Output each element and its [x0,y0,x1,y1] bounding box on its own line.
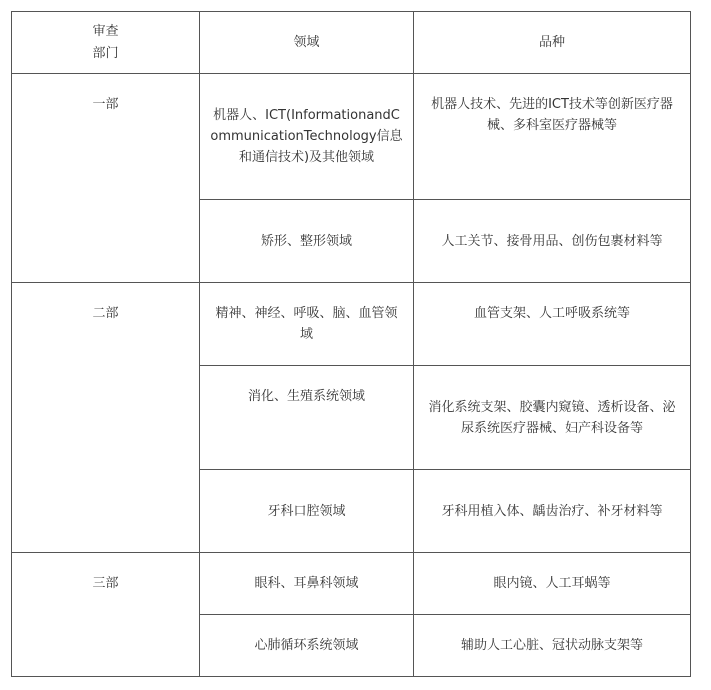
field-cell: 机器人、ICT(InformationandCommunicationTechnology信息和通信技术)及其他领域 [200,74,414,200]
department-cell: 一部 [12,74,200,283]
field-cell: 心肺循环系统领域 [200,615,414,677]
header-field: 领域 [200,12,414,74]
table-row [12,283,691,366]
variety-cell: 牙科用植入体、龋齿治疗、补牙材料等 [414,470,691,553]
header-department: 审查部门 [12,12,200,74]
variety-cell: 辅助人工心脏、冠状动脉支架等 [414,615,691,677]
field-cell: 眼科、耳鼻科领域 [200,553,414,615]
department-cell: 二部 [12,283,200,553]
department-cell: 三部 [12,553,200,677]
header-variety: 品种 [414,12,691,74]
variety-cell: 机器人技术、先进的ICT技术等创新医疗器械、多科室医疗器械等 [414,74,691,200]
table-header-row [12,12,691,74]
variety-cell: 人工关节、接骨用品、创伤包裹材料等 [414,200,691,283]
field-cell: 精神、神经、呼吸、脑、血管领域 [200,283,414,366]
field-cell: 矫形、整形领域 [200,200,414,283]
variety-cell: 消化系统支架、胶囊内窥镜、透析设备、泌尿系统医疗器械、妇产科设备等 [414,366,691,470]
variety-cell: 血管支架、人工呼吸系统等 [414,283,691,366]
review-department-table-container [11,11,691,677]
table-row [12,74,691,200]
field-cell: 牙科口腔领域 [200,470,414,553]
table-row [12,553,691,615]
review-department-table [11,11,691,677]
field-cell: 消化、生殖系统领域 [200,366,414,470]
variety-cell: 眼内镜、人工耳蜗等 [414,553,691,615]
